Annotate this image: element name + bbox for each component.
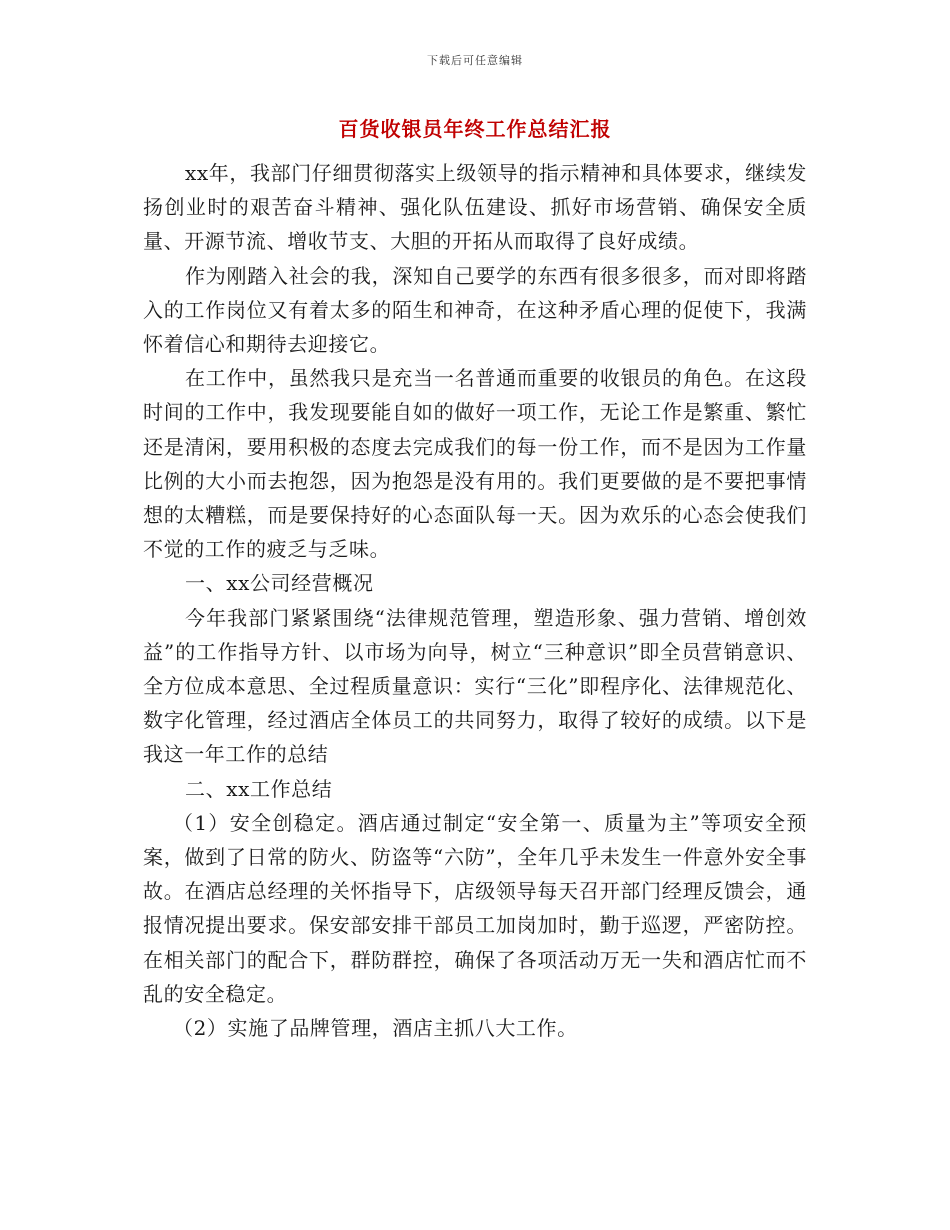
header-note: 下载后可任意编辑 bbox=[427, 54, 523, 67]
paragraph-safety: （1）安全创稳定。酒店通过制定“安全第一、质量为主”等项安全预案，做到了日常的防火、防盗等“六防”，全年几乎未发生一件意外安全事故。在酒店总经理的关怀指导下，店级领导每天召开部门经理反馈会，通报情况提出要求。保安部安排干部员工加岗加时，勤于巡逻，严密防控。在相关部门的配合下，群防群控，确保了各项活动万无一失和酒店忙而不乱的安全稳定。 bbox=[143, 810, 807, 1006]
paragraph-newcomer: 作为刚踏入社会的我，深知自己要学的东西有很多很多，而对即将踏入的工作岗位又有着太多的陌生和神奇，在这种矛盾心理的促使下，我满怀着信心和期待去迎接它。 bbox=[143, 263, 807, 357]
paragraph-brand: （2）实施了品牌管理，酒店主抓八大工作。 bbox=[173, 1016, 578, 1041]
paragraph-intro: xx年，我部门仔细贯彻落实上级领导的指示精神和具体要求，继续发扬创业时的艰苦奋斗精神、强化队伍建设、抓好市场营销、确保安全质量、开源节流、增收节支、大胆的开拓从而取得了良好成绩。 bbox=[143, 161, 807, 254]
document-title: 百货收银员年终工作总结汇报 bbox=[338, 117, 612, 141]
section-heading-summary: 二、xx工作总结 bbox=[185, 776, 333, 801]
document-body bbox=[143, 156, 807, 1045]
paragraph-attitude: 在工作中，虽然我只是充当一名普通而重要的收银员的角色。在这段时间的工作中，我发现要能自如的做好一项工作，无论工作是繁重、繁忙还是清闲，要用积极的态度去完成我们的每一份工作，而不是因为工作量比例的大小而去抱怨，因为抱怨是没有用的。我们更要做的是不要把事情想的太糟糕，而是要保持好的心态面队每一天。因为欢乐的心态会使我们不觉的工作的疲乏与乏味。 bbox=[143, 366, 807, 562]
section-heading-overview: 一、xx公司经营概况 bbox=[185, 571, 374, 596]
paragraph-overview: 今年我部门紧紧围绕“法律规范管理，塑造形象、强力营销、增创效益”的工作指导方针、以市场为向导，树立“三种意识”即全员营销意识、全方位成本意思、全过程质量意识：实行“三化”即程序化、法律规范化、数字化管理，经过酒店全体员工的共同努力，取得了较好的成绩。以下是我这一年工作的总结 bbox=[143, 605, 807, 767]
